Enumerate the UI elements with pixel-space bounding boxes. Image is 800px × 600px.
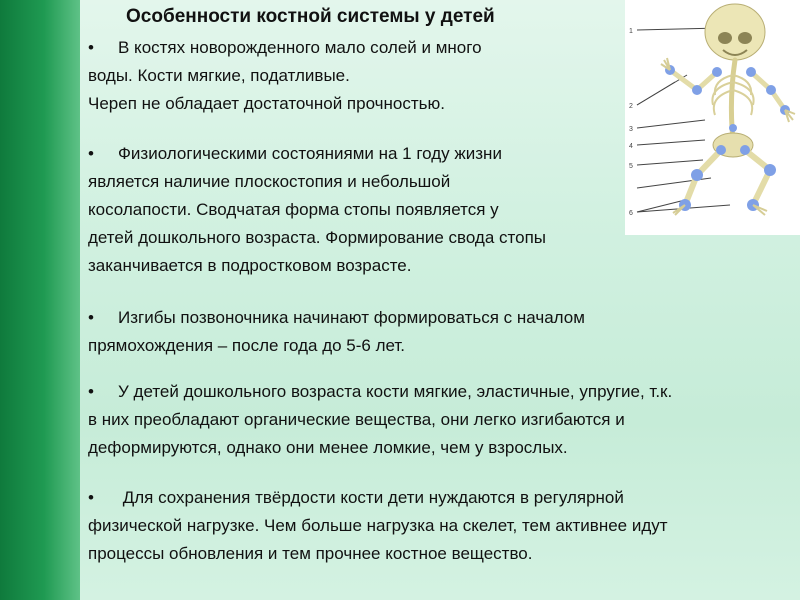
paragraph-line: детей дошкольного возраста. Формирование свода стопы xyxy=(88,228,547,247)
paragraph-1 xyxy=(88,34,482,118)
label-6: 6 xyxy=(629,210,633,217)
skeleton-illustration xyxy=(625,0,800,235)
paragraph-line: • У детей дошкольного возраста кости мягкие, эластичные, упругие, т.к. xyxy=(88,378,672,406)
paragraph-3 xyxy=(88,304,585,360)
label-5: 5 xyxy=(629,163,633,170)
page-title: Особенности костной системы у детей xyxy=(126,6,495,27)
paragraph-5 xyxy=(88,484,668,568)
paragraph-line: заканчивается в подростковом возрасте. xyxy=(88,256,412,275)
paragraph-line: • Для сохранения твёрдости кости дети нуждаются в регулярной xyxy=(88,484,668,512)
bullet-mark: • xyxy=(88,38,94,57)
child-skeleton-figure xyxy=(625,0,800,235)
label-3: 3 xyxy=(629,126,633,133)
paragraph-2 xyxy=(88,140,546,280)
paragraph-line: • Изгибы позвоночника начинают формироваться с началом xyxy=(88,304,585,332)
label-4: 4 xyxy=(629,143,633,150)
bullet-mark: • xyxy=(88,308,94,327)
paragraph-line: является наличие плоскостопия и небольшой xyxy=(88,172,451,191)
paragraph-line: процессы обновления и тем прочнее костное вещество. xyxy=(88,544,533,563)
paragraph-line: • Физиологическими состояниями на 1 году жизни xyxy=(88,140,546,168)
paragraph-line: косолапости. Сводчатая форма стопы появляется у xyxy=(88,200,499,219)
label-2: 2 xyxy=(629,103,633,110)
bullet-mark: • xyxy=(88,488,94,507)
paragraph-4 xyxy=(88,378,672,462)
paragraph-line: физической нагрузке. Чем больше нагрузка на скелет, тем активнее идут xyxy=(88,516,668,535)
bullet-mark: • xyxy=(88,144,94,163)
left-accent-bar xyxy=(0,0,80,600)
paragraph-line: прямохождения – после года до 5-6 лет. xyxy=(88,336,406,355)
paragraph-line: • В костях новорожденного мало солей и много xyxy=(88,34,482,62)
paragraph-line: деформируются, однако они менее ломкие, чем у взрослых. xyxy=(88,438,568,457)
paragraph-line: в них преобладают органические вещества, они легко изгибаются и xyxy=(88,410,625,429)
bullet-mark: • xyxy=(88,382,94,401)
label-1: 1 xyxy=(629,28,633,35)
paragraph-line: Череп не обладает достаточной прочностью. xyxy=(88,94,445,113)
paragraph-line: воды. Кости мягкие, податливые. xyxy=(88,66,350,85)
